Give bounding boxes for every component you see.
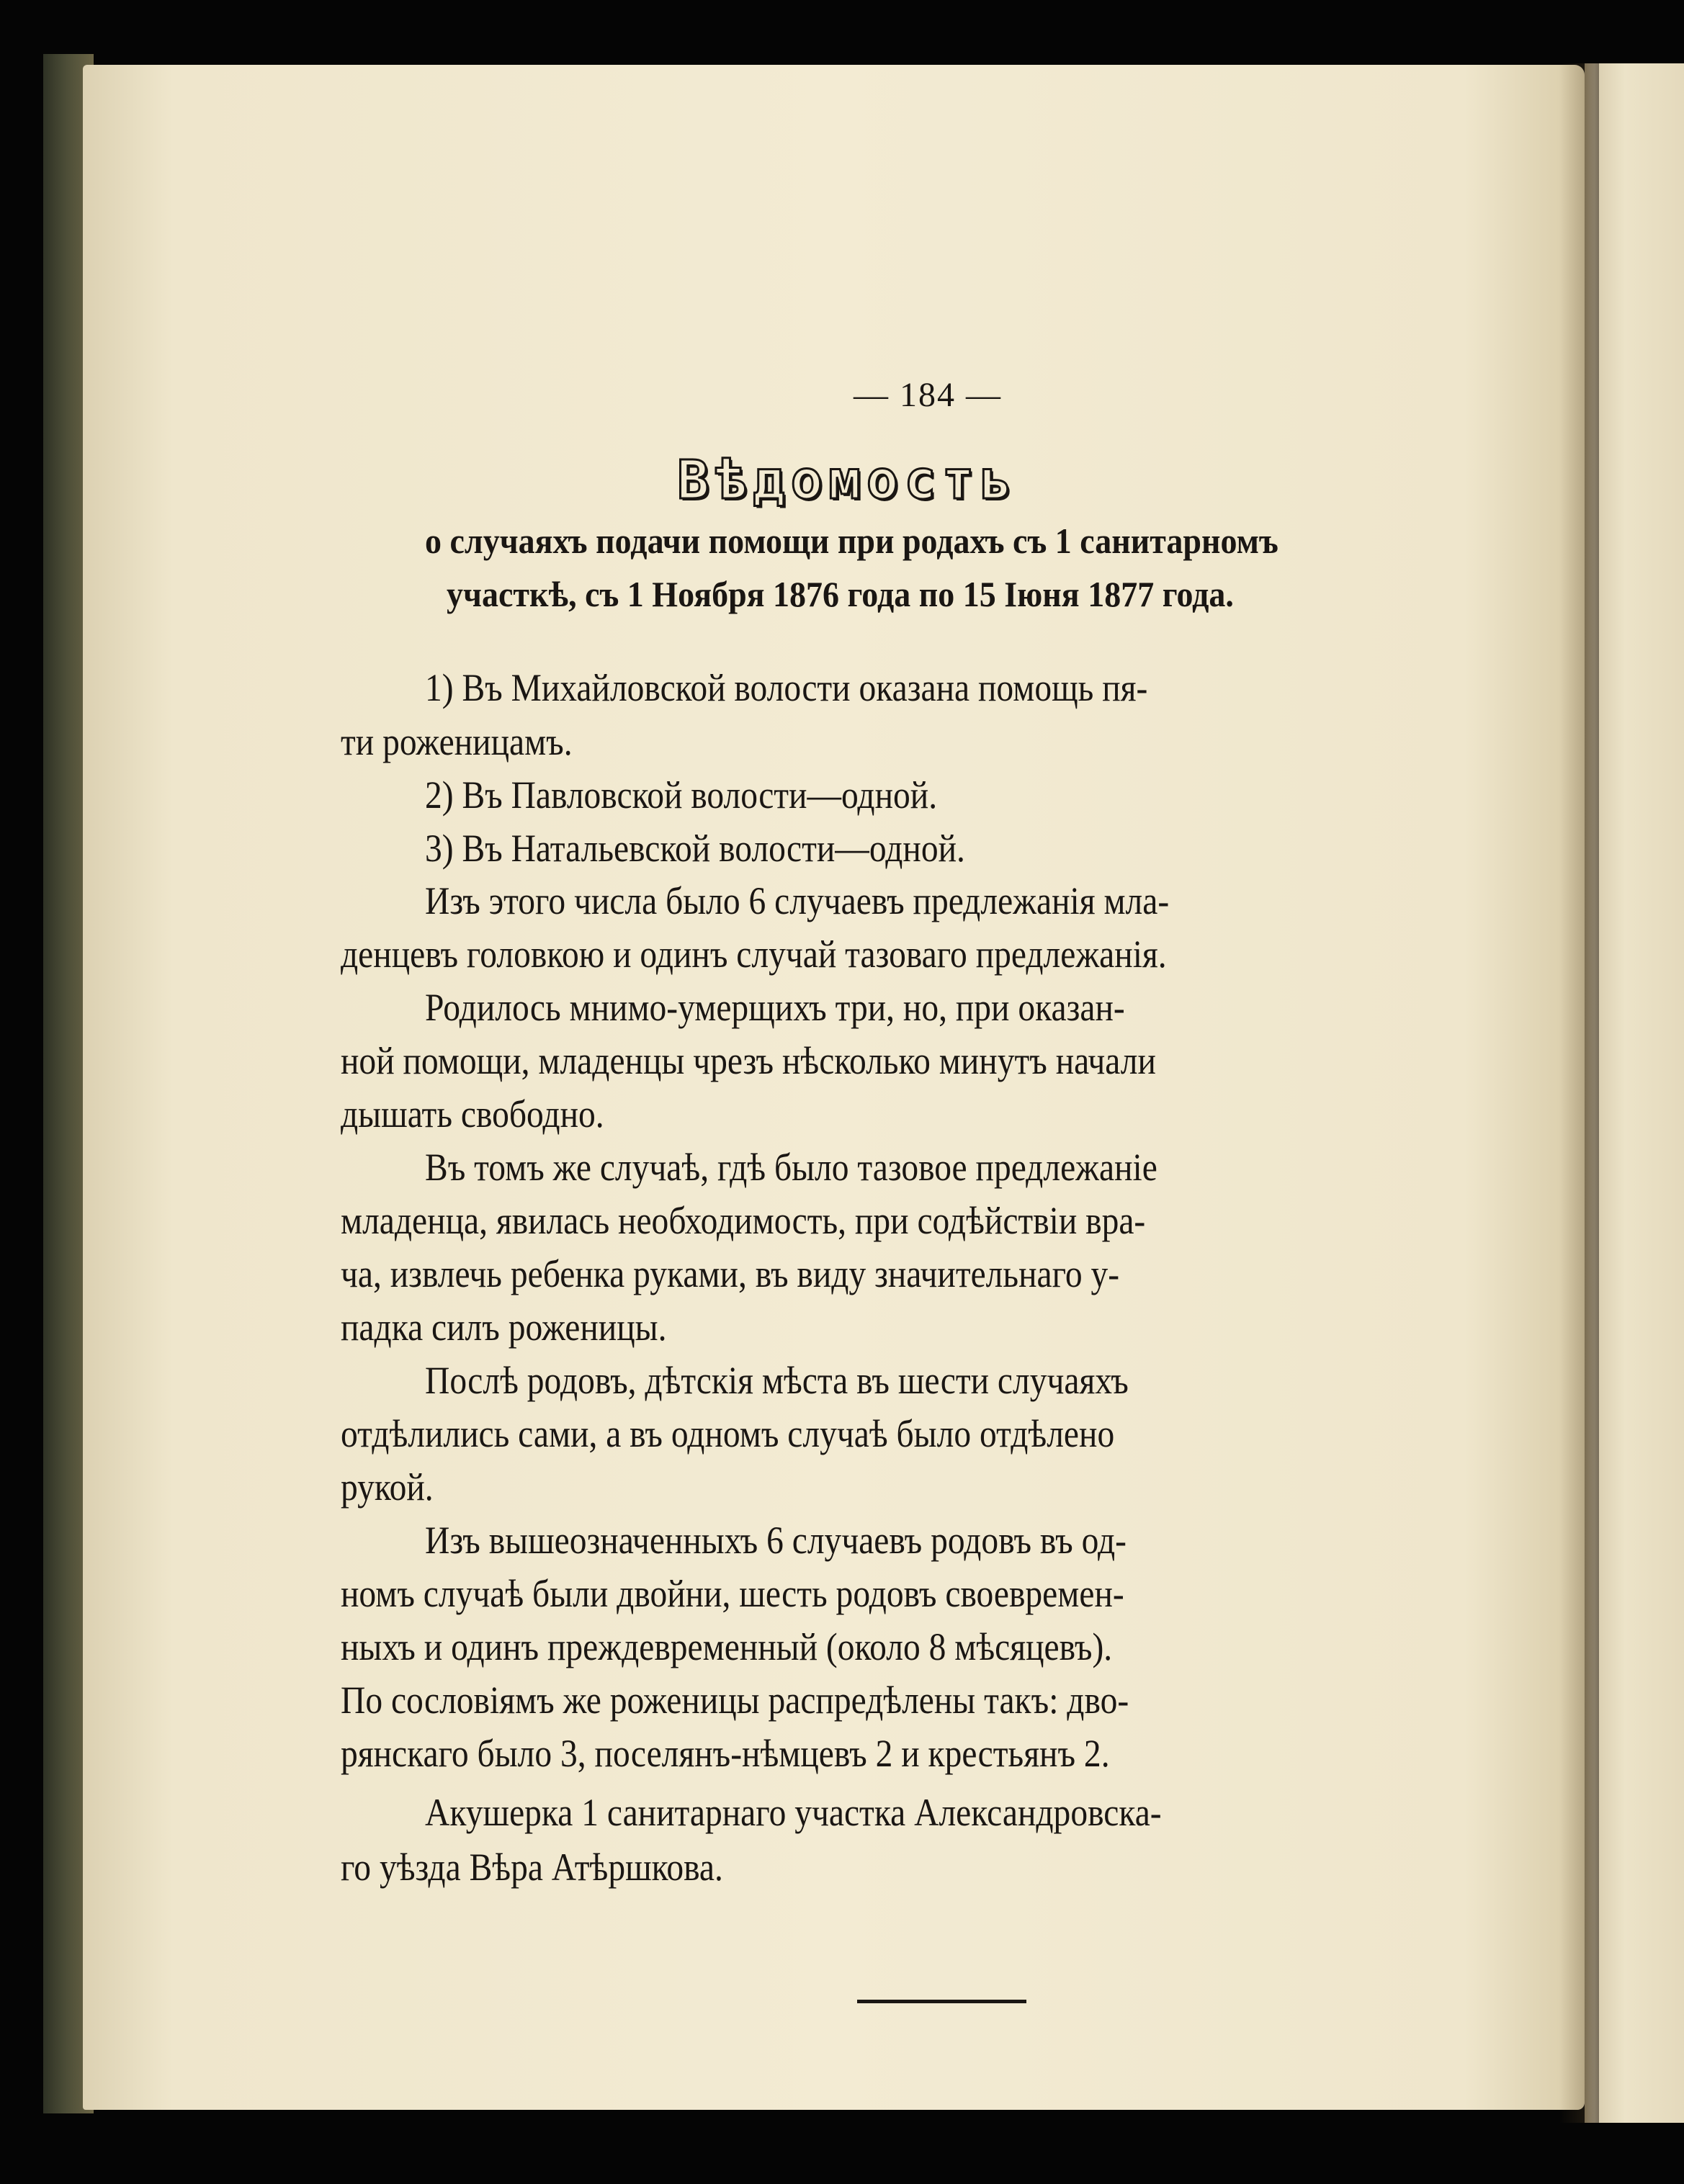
- page-number: — 184 —: [854, 376, 1002, 414]
- body-line: ныхъ и одинъ преждевременный (около 8 мѣсяцевъ).: [341, 1625, 1113, 1668]
- body-line: отдѣлились сами, а въ одномъ случаѣ было отдѣлено: [341, 1412, 1115, 1455]
- book-page: [83, 65, 1585, 2110]
- body-line: Въ томъ же случаѣ, гдѣ было тазовое предлежаніе: [425, 1146, 1157, 1189]
- body-line: номъ случаѣ были двойни, шесть родовъ своевремен-: [341, 1572, 1124, 1615]
- body-line: ти роженицамъ.: [341, 720, 573, 763]
- body-line: Родилось мнимо-умерщихъ три, но, при оказан-: [425, 986, 1125, 1029]
- body-line: Акушерка 1 санитарнаго участка Александровска-: [425, 1791, 1162, 1834]
- body-line: падка силъ роженицы.: [341, 1306, 667, 1349]
- body-line: 3) Въ Натальевской волости—одной.: [425, 827, 965, 870]
- body-line: младенца, явилась необходимость, при содѣйствіи вра-: [341, 1199, 1146, 1242]
- body-line: ной помощи, младенцы чрезъ нѣсколько минутъ начали: [341, 1039, 1156, 1082]
- body-line: денцевъ головкою и одинъ случай тазоваго предлежанія.: [341, 933, 1167, 976]
- subtitle-line: участкѣ, съ 1 Ноября 1876 года по 15 Іюня 1877 года.: [447, 574, 1234, 614]
- page-gutter: [1559, 63, 1599, 2123]
- closing-rule: [857, 2000, 1026, 2003]
- body-line: 2) Въ Павловской волости—одной.: [425, 773, 938, 817]
- body-line: 1) Въ Михайловской волости оказана помощь пя-: [425, 666, 1148, 709]
- body-line: Изъ вышеозначенныхъ 6 случаевъ родовъ въ од-: [425, 1519, 1127, 1562]
- body-line: рукой.: [341, 1465, 434, 1509]
- page-title: Вѣдомость: [677, 449, 1018, 511]
- body-line: ча, извлечь ребенка руками, въ виду значительнаго у-: [341, 1252, 1120, 1295]
- body-line: го уѣзда Вѣра Атѣршкова.: [341, 1846, 723, 1889]
- body-line: рянскаго было 3, поселянъ-нѣмцевъ 2 и крестьянъ 2.: [341, 1732, 1110, 1775]
- body-line: По сословіямъ же роженицы распредѣлены такъ: дво-: [341, 1679, 1129, 1722]
- subtitle-line: о случаяхъ подачи помощи при родахъ съ 1 санитарномъ: [425, 521, 1278, 561]
- body-line: Изъ этого числа было 6 случаевъ предлежанія мла-: [425, 879, 1170, 922]
- body-line: дышать свободно.: [341, 1092, 604, 1136]
- body-line: Послѣ родовъ, дѣтскія мѣста въ шести случаяхъ: [425, 1359, 1129, 1402]
